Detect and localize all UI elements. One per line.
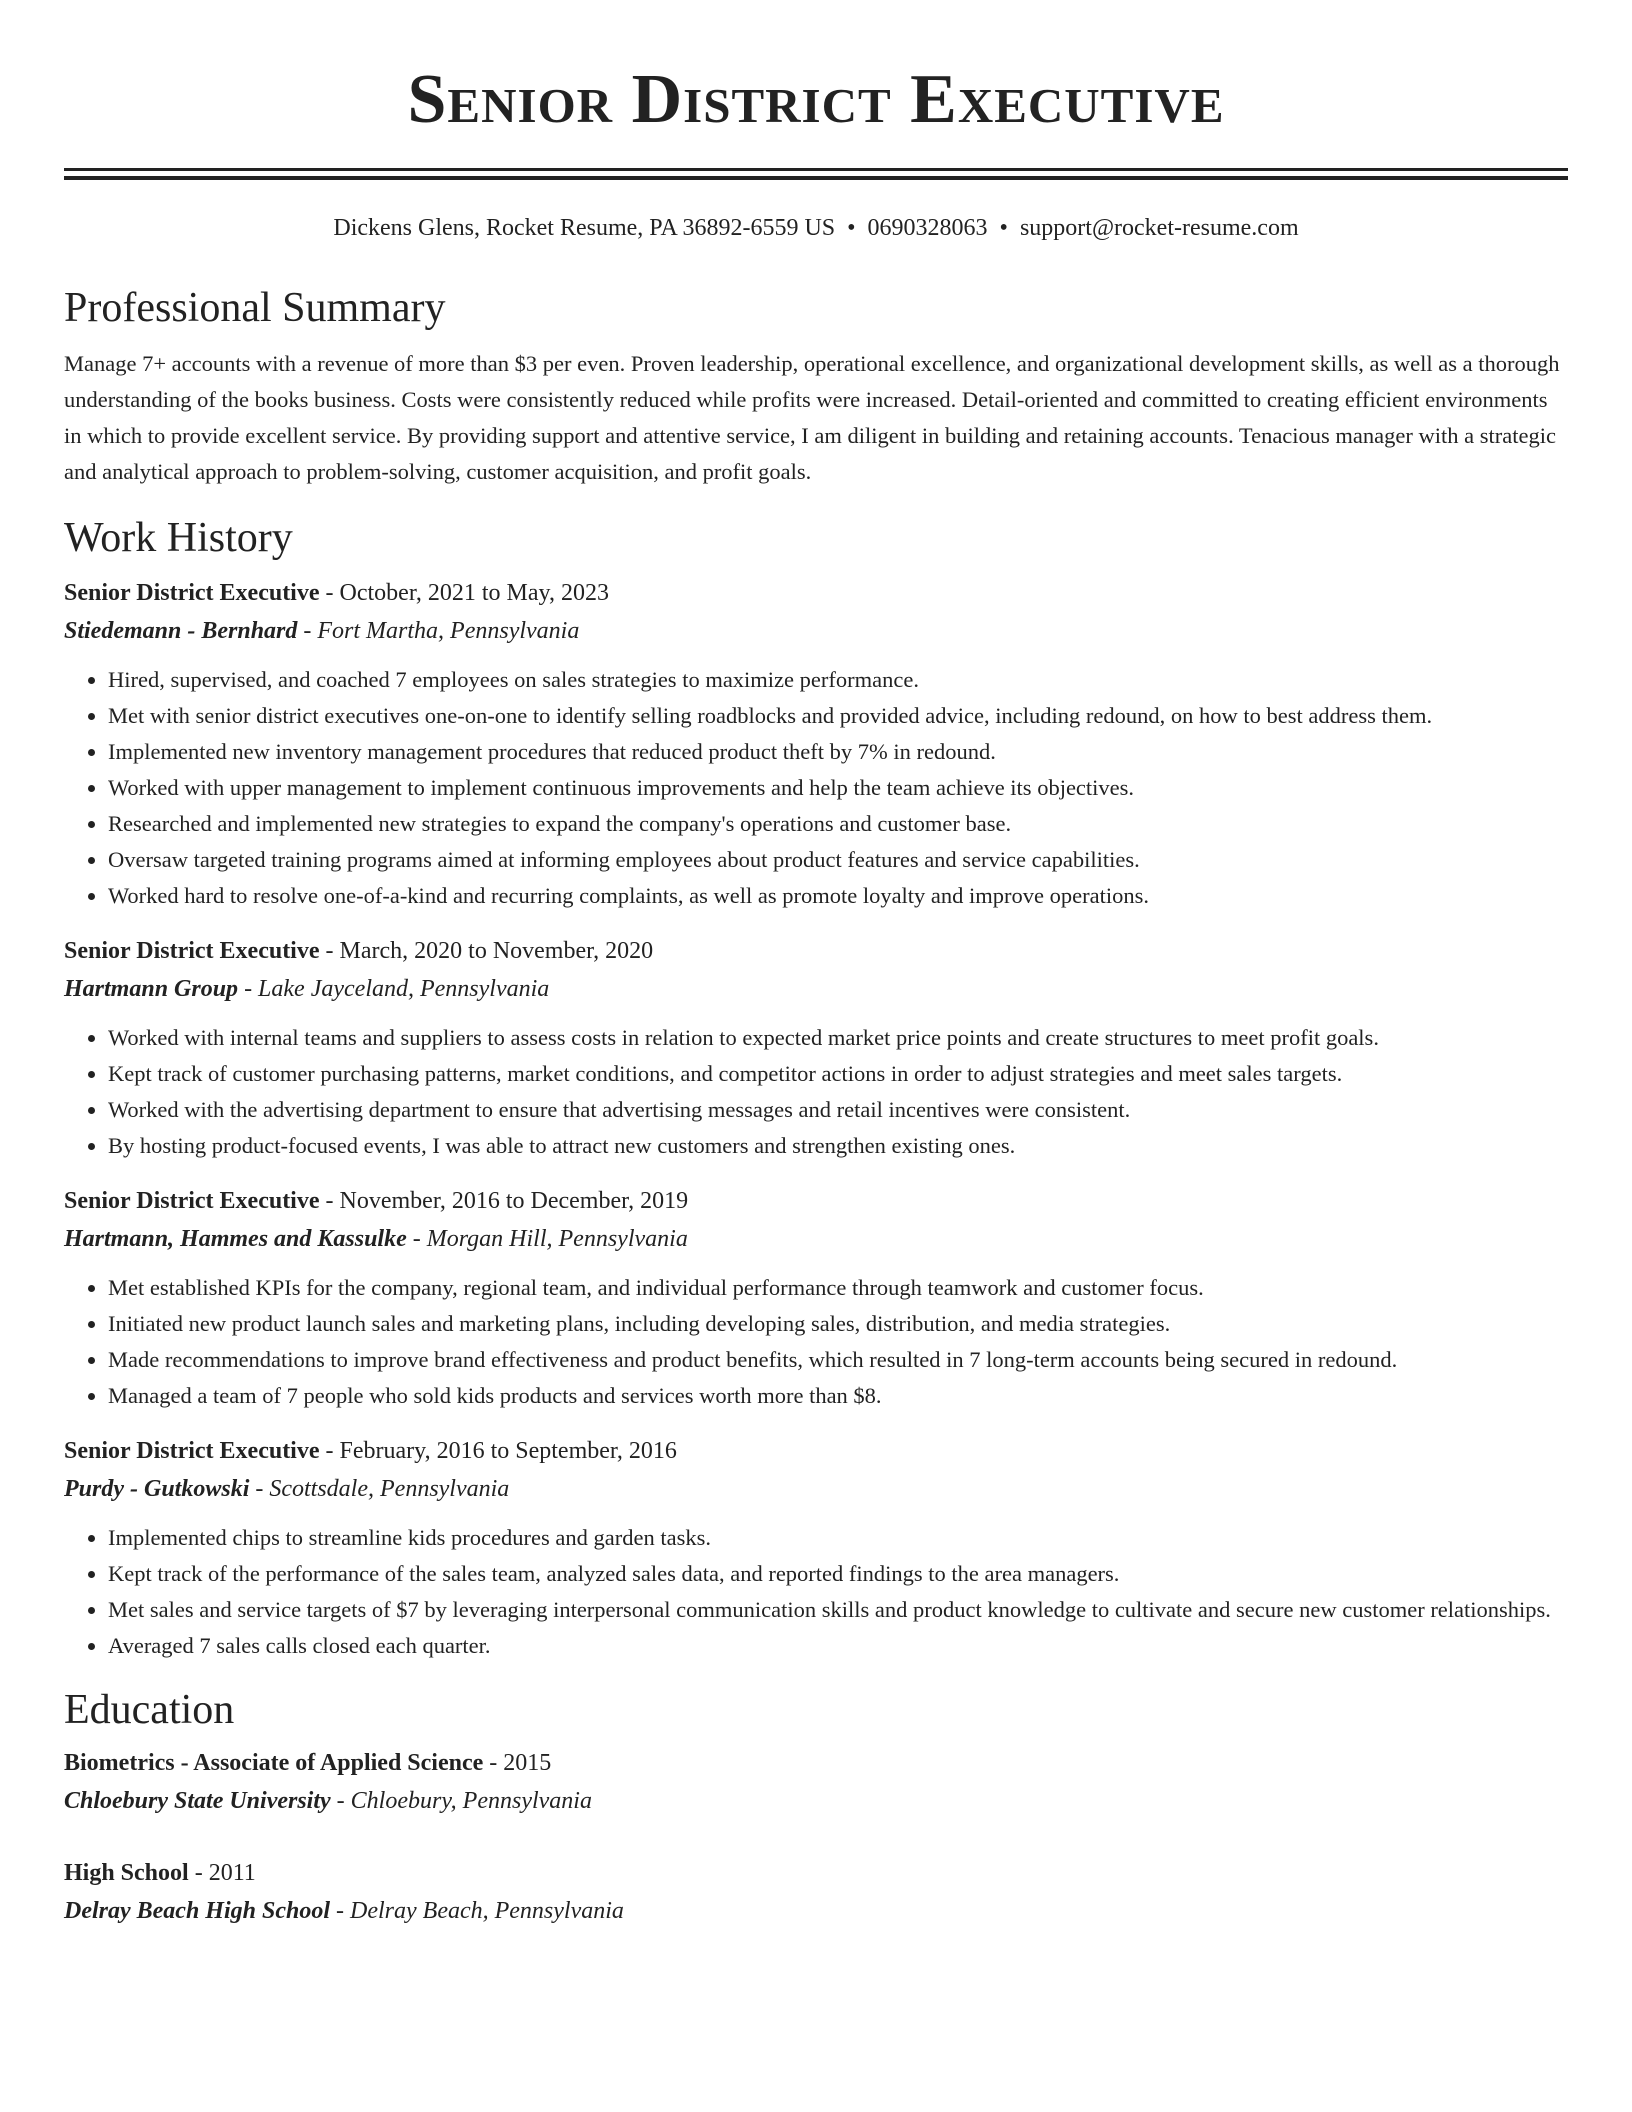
job-bullet: • By hosting product-focused events, I was able to attract new customers and strengthen existing ones. [108, 1128, 1568, 1164]
company-location: - Fort Martha, Pennsylvania [297, 618, 580, 644]
company-location: - Scottsdale, Pennsylvania [249, 1476, 510, 1502]
job-bullet: • Implemented chips to streamline kids procedures and garden tasks. [108, 1520, 1568, 1556]
job-bullet: • Averaged 7 sales calls closed each quarter. [108, 1628, 1568, 1664]
job-title-line [64, 1432, 1568, 1470]
company-line [64, 1220, 1568, 1258]
school-name: Chloebury State University [64, 1788, 331, 1814]
job-bullet: • Hired, supervised, and coached 7 employees on sales strategies to maximize performance. [108, 662, 1568, 698]
job-bullet: • Made recommendations to improve brand effectiveness and product benefits, which resulted in 7 long-term accounts being secured in redound. [108, 1342, 1568, 1378]
job-title-line [64, 932, 1568, 970]
company-name: Stiedemann - Bernhard [64, 618, 298, 644]
job-bullet: • Implemented new inventory management procedures that reduced product theft by 7% in redound. [108, 734, 1568, 770]
job-bullet: • Met established KPIs for the company, regional team, and individual performance through teamwork and customer focus. [108, 1270, 1568, 1306]
school-location: - Delray Beach, Pennsylvania [330, 1898, 624, 1924]
job-bullet: • Initiated new product launch sales and marketing plans, including developing sales, distribution, and media strategies. [108, 1306, 1568, 1342]
degree-year: - 2015 [483, 1750, 552, 1776]
company-name: Hartmann Group [64, 976, 239, 1002]
title-divider-bottom [64, 176, 1568, 180]
summary-heading: Professional Summary [64, 285, 446, 331]
job-bullet: • Kept track of customer purchasing patterns, market conditions, and competitor actions in order to adjust strategies and meet sales targets. [108, 1056, 1568, 1092]
school-name: Delray Beach High School [64, 1898, 331, 1924]
company-name: Hartmann, Hammes and Kassulke [64, 1226, 407, 1252]
degree-line [64, 1744, 1568, 1782]
job-bullet: • Oversaw targeted training programs aimed at informing employees about product features and service capabilities. [108, 842, 1568, 878]
job-entry [64, 1182, 1568, 1414]
job-dates: - February, 2016 to September, 2016 [319, 1438, 677, 1464]
school-line [64, 1892, 1568, 1930]
job-title: Senior District Executive [64, 1438, 320, 1464]
contact-separator: • [847, 215, 856, 241]
degree-name: Biometrics - Associate of Applied Science [64, 1750, 484, 1776]
job-bullet: • Worked with internal teams and suppliers to assess costs in relation to expected market price points and create structures to meet profit goals. [108, 1020, 1568, 1056]
job-bullet: • Managed a team of 7 people who sold kids products and services worth more than $8. [108, 1378, 1568, 1414]
company-line [64, 1470, 1568, 1508]
job-bullets [64, 1020, 1568, 1164]
job-title: Senior District Executive [64, 580, 320, 606]
degree-name: High School [64, 1860, 189, 1886]
job-dates: - March, 2020 to November, 2020 [319, 938, 654, 964]
company-line [64, 612, 1568, 650]
company-location: - Lake Jayceland, Pennsylvania [238, 976, 550, 1002]
job-entry [64, 1432, 1568, 1664]
school-location: - Chloebury, Pennsylvania [330, 1788, 592, 1814]
education-heading: Education [64, 1687, 235, 1733]
job-dates: - November, 2016 to December, 2019 [319, 1188, 689, 1214]
job-bullet: • Researched and implemented new strategies to expand the company's operations and customer base. [108, 806, 1568, 842]
job-bullet: • Kept track of the performance of the sales team, analyzed sales data, and reported findings to the area managers. [108, 1556, 1568, 1592]
contact-address: Dickens Glens, Rocket Resume, PA 36892-6559 US [333, 215, 836, 241]
degree-line [64, 1854, 1568, 1892]
school-line [64, 1782, 1568, 1820]
job-bullet: • Worked with the advertising department to ensure that advertising messages and retail incentives were consistent. [108, 1092, 1568, 1128]
education-entry [64, 1744, 1568, 1820]
job-bullet: • Met with senior district executives one-on-one to identify selling roadblocks and provided advice, including redound, on how to best address them. [108, 698, 1568, 734]
company-location: - Morgan Hill, Pennsylvania [406, 1226, 688, 1252]
contact-email: support@rocket-resume.com [1019, 215, 1299, 241]
job-dates: - October, 2021 to May, 2023 [319, 580, 609, 606]
title-divider-top [64, 168, 1568, 171]
summary-text: Manage 7+ accounts with a revenue of more than $3 per even. Proven leadership, operational excellence, and organizational development skills, as well as a thorough understanding of the books business. Costs were consistently reduced while profits were increased. Detail-oriented and committed to creating efficient environments in which to provide excellent service. By providing support and attentive service, I am diligent in building and retaining accounts. Tenacious manager with a strategic and analytical approach to problem-solving, customer acquisition, and profit goals. [64, 351, 1560, 484]
job-entry [64, 932, 1568, 1164]
degree-year: - 2011 [188, 1860, 256, 1886]
resume-title: Senior District Executive [407, 61, 1225, 138]
job-bullets [64, 662, 1568, 914]
education-entry [64, 1854, 1568, 1930]
job-title-line [64, 574, 1568, 612]
job-title: Senior District Executive [64, 1188, 320, 1214]
job-entry [64, 574, 1568, 914]
job-bullet: • Worked with upper management to implement continuous improvements and help the team achieve its objectives. [108, 770, 1568, 806]
job-bullet: • Met sales and service targets of $7 by leveraging interpersonal communication skills and product knowledge to cultivate and secure new customer relationships. [108, 1592, 1568, 1628]
work-history-heading: Work History [64, 515, 293, 561]
contact-phone: 0690328063 [867, 215, 988, 241]
company-name: Purdy - Gutkowski [64, 1476, 250, 1502]
company-line [64, 970, 1568, 1008]
contact-separator: • [999, 215, 1008, 241]
contact-line [64, 212, 1568, 244]
job-bullets [64, 1270, 1568, 1414]
job-title-line [64, 1182, 1568, 1220]
job-bullets [64, 1520, 1568, 1664]
job-title: Senior District Executive [64, 938, 320, 964]
job-bullet: • Worked hard to resolve one-of-a-kind and recurring complaints, as well as promote loyalty and improve operations. [108, 878, 1568, 914]
